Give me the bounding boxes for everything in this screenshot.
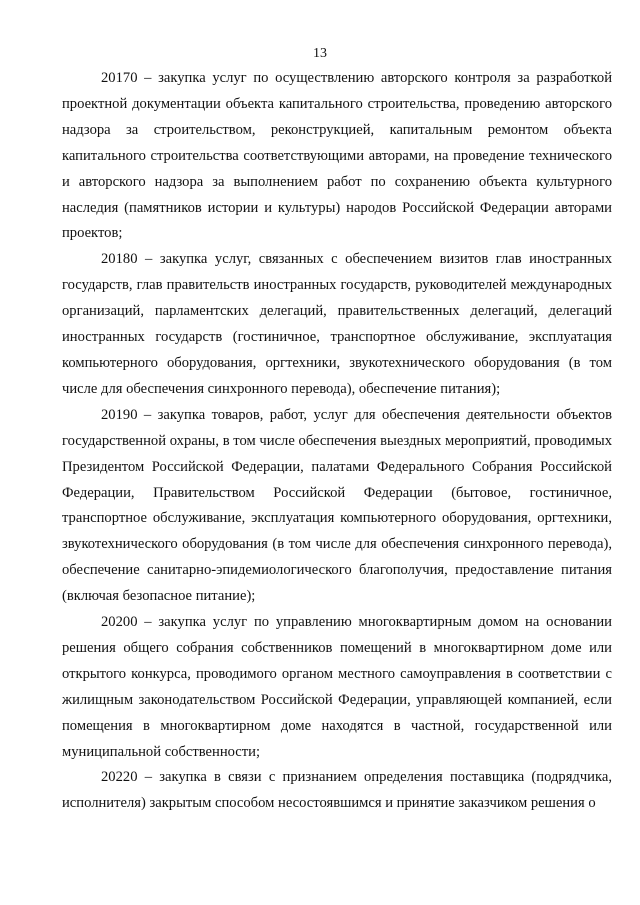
paragraph-20180: 20180 – закупка услуг, связанных с обеспечением визитов глав иностранных государств, глав правительств иностранных государств, руководителей международных организаций, парламентских делегаций, правительственных делегаций, делегаций иностранных государств (гостиничное, транспортное обслуживание, эксплуатация компьютерного оборудования, оргтехники, звукотехнического оборудования (в том числе для обеспечения синхронного перевода), обеспечение питания); (62, 251, 612, 397)
paragraph-20220: 20220 – закупка в связи с признанием определения поставщика (подрядчика, исполнителя) закрытым способом несостоявшимся и принятие заказчиком решения о (62, 769, 612, 812)
paragraph-20190: 20190 – закупка товаров, работ, услуг для обеспечения деятельности объектов государственной охраны, в том числе обеспечения выездных мероприятий, проводимых Президентом Российской Федерации, палатами Федерального Собрания Российской Федерации, Правительством Российской Федерации (бытовое, гостиничное, транспортное обслуживание, эксплуатация компьютерного оборудования, оргтехники, звукотехнического оборудования (в том числе для обеспечения синхронного перевода), обеспечение санитарно-эпидемиологического благополучия, предоставление питания (включая безопасное питание); (62, 406, 612, 605)
page-number: 13 (313, 46, 327, 61)
paragraph-20170: 20170 – закупка услуг по осуществлению авторского контроля за разработкой проектной документации объекта капитального строительства, проведению авторского надзора за строительством, реконструкцией, капитальным ремонтом объекта капитального строительства соответствующими авторами, на проведение технического и авторского надзора за выполнением работ по сохранению объекта культурного наследия (памятников истории и культуры) народов Российской Федерации авторами проектов; (62, 70, 612, 242)
paragraph-20200: 20200 – закупка услуг по управлению многоквартирным домом на основании решения общего собрания собственников помещений в многоквартирном доме или открытого конкурса, проводимого органом местного самоуправления в соответствии с жилищным законодательством Российской Федерации, управляющей компанией, если помещения в многоквартирном доме находятся в частной, государственной или муниципальной собственности; (62, 614, 612, 760)
document-body (62, 66, 612, 817)
